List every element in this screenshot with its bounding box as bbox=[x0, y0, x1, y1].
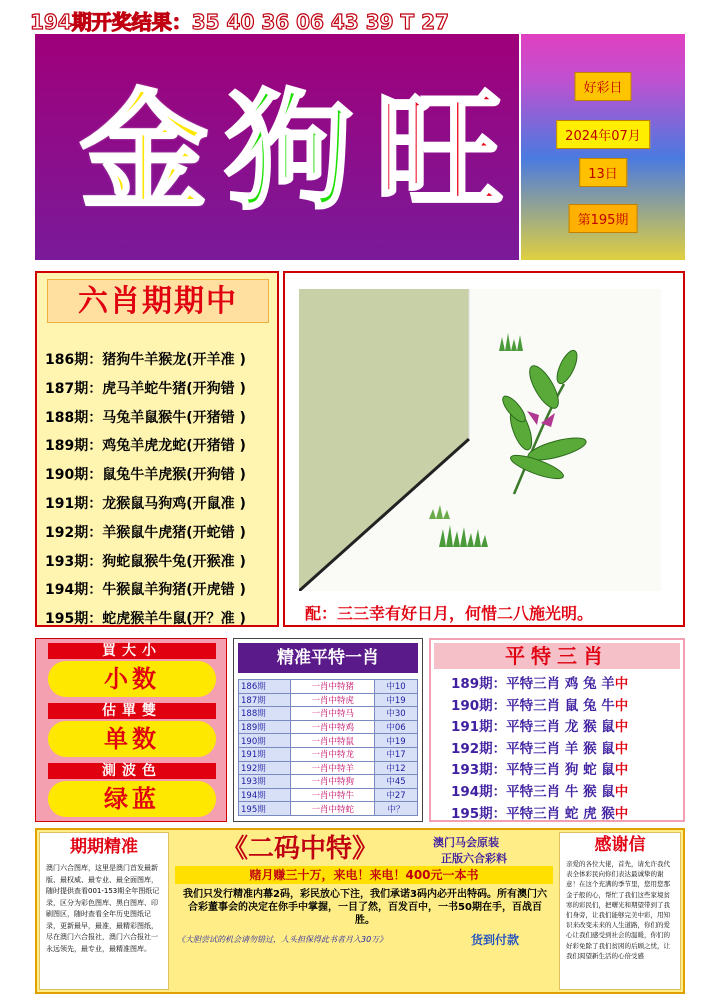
size-label: 買大小 bbox=[48, 643, 216, 659]
cell-result: 中？ bbox=[375, 802, 418, 816]
cell-issue: 194期 bbox=[239, 788, 291, 802]
cell-result: 中27 bbox=[375, 788, 418, 802]
table-row bbox=[239, 788, 418, 802]
cell-pick: 一肖中特蛇 bbox=[291, 802, 375, 816]
original-source-label: 澳门马会原装 bbox=[433, 836, 499, 849]
title-char-prosper: 旺 bbox=[375, 77, 504, 227]
hit-mark: 中 bbox=[614, 676, 629, 692]
date-box bbox=[521, 34, 685, 260]
cell-pick: 一肖中特龙 bbox=[291, 747, 375, 761]
thank-you-title: 感谢信 bbox=[594, 835, 646, 855]
row-text: 192期：平特三肖 羊 猴 鼠 bbox=[451, 740, 615, 757]
cell-pick: 一肖中特马 bbox=[291, 707, 375, 721]
cell-pick: 一肖中特羊 bbox=[291, 761, 375, 775]
date-month: 2024年07月 bbox=[556, 120, 650, 149]
cash-on-delivery-label: 货到付款 bbox=[471, 933, 520, 947]
table-row bbox=[239, 680, 418, 694]
row-text: 194期：平特三肖 牛 猴 鼠 bbox=[451, 783, 615, 800]
bottom-ad-section bbox=[35, 828, 685, 994]
lucky-day-label: 好彩日 bbox=[574, 72, 631, 101]
wave-color-label: 測波色 bbox=[48, 763, 216, 779]
list-item: 187期：虎马羊蛇牛猪(开狗错 ) bbox=[45, 380, 246, 397]
ad-footnote: 《大胆尝试的机会请勿错过，人头担保得此书者月入30万》 bbox=[177, 935, 388, 944]
accuracy-box bbox=[39, 832, 169, 990]
cell-result: 中19 bbox=[375, 693, 418, 707]
special-one-zodiac-title: 精准平特一肖 bbox=[238, 643, 418, 673]
six-zodiac-panel bbox=[35, 271, 279, 627]
cell-issue: 187期 bbox=[239, 693, 291, 707]
list-item bbox=[451, 694, 628, 716]
cell-result: 中06 bbox=[375, 720, 418, 734]
cell-issue: 186期 bbox=[239, 680, 291, 694]
six-zodiac-list bbox=[45, 349, 275, 637]
table-row bbox=[239, 747, 418, 761]
picture-panel bbox=[283, 271, 685, 627]
list-item bbox=[451, 715, 628, 737]
three-zodiac-card bbox=[429, 638, 685, 822]
list-item bbox=[451, 672, 628, 694]
hit-mark: 中 bbox=[614, 740, 629, 757]
cell-issue: 195期 bbox=[239, 802, 291, 816]
list-item bbox=[451, 802, 628, 824]
hit-mark: 中 bbox=[614, 762, 629, 779]
thank-you-text: 亲爱的各位大佬，首先，请允许我代表全体彩民向你们表达最诚挚的谢意！在这个充满的季节里，您用您那金子般的心，帮忙了我们这些家境贫寒的彩民们，把曙光和期望带到了我们身旁，让我们能够完美中彩，用知识来改变未来的人生道路，你们的爱心让我们感受到社会的温暖，你们的好彩免除了我们贫困的后顾之忧，让我们渴望新生活的心倍受感 bbox=[566, 860, 670, 960]
cell-pick: 一肖中特鼠 bbox=[291, 734, 375, 748]
table-row bbox=[239, 693, 418, 707]
parity-value: 单数 bbox=[48, 721, 216, 757]
table-row bbox=[239, 734, 418, 748]
ad-body-text: 我们只发行精准内幕2码，彩民放心下注，我们承诺3码内必开出特码。所有澳门六合彩董事会的决定在你手中掌握，一目了然，百发百中，一书50期在手，百战百胜。 bbox=[183, 889, 547, 926]
accuracy-text: 澳门六合图库，这里是澳门首发最新版、最权威、最专业、最全面图库，随时提供查看001-153期全年图纸记录，区分为彩色图库、黑白图库、印刷图区，随时查看全年历史图纸记录，更新最早，最准，最精彩图纸，尽在澳门六合报社，澳门六合报社一永远领先，最专业，最精准图库。 bbox=[46, 864, 160, 953]
accuracy-title: 期期精准 bbox=[70, 837, 138, 857]
cell-pick: 一肖中特鸡 bbox=[291, 720, 375, 734]
cell-result: 中19 bbox=[375, 734, 418, 748]
special-one-zodiac-table bbox=[238, 679, 418, 816]
list-item: 192期：羊猴鼠牛虎猪(开蛇错 ) bbox=[45, 524, 246, 541]
cell-issue: 189期 bbox=[239, 720, 291, 734]
two-code-headline: 《二码中特》 bbox=[221, 834, 378, 864]
cell-result: 中45 bbox=[375, 775, 418, 789]
cell-pick: 一肖中特狗 bbox=[291, 775, 375, 789]
size-value: 小数 bbox=[48, 661, 216, 697]
special-one-zodiac-card bbox=[233, 638, 423, 822]
list-item: 193期：狗蛇鼠猴牛兔(开猴准 ) bbox=[45, 553, 246, 570]
title-char-dog: 狗 bbox=[225, 77, 354, 227]
row-text: 189期：平特三肖 鸡 兔 羊 bbox=[451, 676, 615, 692]
list-item bbox=[451, 737, 628, 759]
list-item: 188期：马兔羊鼠猴牛(开猪错 ) bbox=[45, 409, 246, 426]
list-item: 194期：牛猴鼠羊狗猪(开虎错 ) bbox=[45, 582, 246, 599]
price-strip: 赌月赚三十万，来电！来电！400元一本书 bbox=[175, 866, 553, 884]
three-zodiac-list bbox=[451, 672, 628, 823]
cell-issue: 190期 bbox=[239, 734, 291, 748]
cell-pick: 一肖中特牛 bbox=[291, 788, 375, 802]
list-item bbox=[451, 780, 628, 802]
row-text: 195期：平特三肖 蛇 虎 猴 bbox=[451, 805, 615, 822]
size-parity-color-card bbox=[35, 638, 227, 822]
row-text: 191期：平特三肖 龙 猴 鼠 bbox=[451, 719, 615, 736]
riddle-picture bbox=[299, 289, 661, 591]
row-text: 190期：平特三肖 鼠 兔 牛 bbox=[451, 697, 615, 714]
title-banner bbox=[35, 34, 519, 260]
table-row bbox=[239, 761, 418, 775]
title-char-gold: 金 bbox=[80, 77, 209, 227]
cell-result: 中30 bbox=[375, 707, 418, 721]
list-item: 190期：鼠兔牛羊虎猴(开狗错 ) bbox=[45, 467, 246, 484]
cell-issue: 191期 bbox=[239, 747, 291, 761]
three-zodiac-title: 平特三肖 bbox=[434, 643, 680, 669]
table-row bbox=[239, 802, 418, 816]
table-row bbox=[239, 775, 418, 789]
thank-you-letter bbox=[559, 832, 681, 990]
cell-result: 中12 bbox=[375, 761, 418, 775]
two-code-ad bbox=[171, 832, 557, 990]
draw-result-headline: 194期开奖结果：35 40 36 06 43 39 T 27 bbox=[30, 10, 449, 34]
cell-issue: 188期 bbox=[239, 707, 291, 721]
cell-pick: 一肖中特虎 bbox=[291, 693, 375, 707]
cell-pick: 一肖中特猪 bbox=[291, 680, 375, 694]
cell-issue: 192期 bbox=[239, 761, 291, 775]
hit-mark: 中 bbox=[614, 697, 629, 714]
date-day: 13日 bbox=[579, 158, 627, 187]
genuine-material-label: 正版六合彩料 bbox=[441, 852, 507, 865]
cell-result: 中10 bbox=[375, 680, 418, 694]
cell-result: 中17 bbox=[375, 747, 418, 761]
six-zodiac-title: 六肖期期中 bbox=[47, 279, 269, 323]
table-row bbox=[239, 720, 418, 734]
parity-label: 估單雙 bbox=[48, 703, 216, 719]
wave-color-value: 绿蓝 bbox=[48, 781, 216, 817]
list-item: 191期：龙猴鼠马狗鸡(开鼠准 ) bbox=[45, 495, 246, 512]
hit-mark: 中 bbox=[614, 719, 629, 736]
cell-issue: 193期 bbox=[239, 775, 291, 789]
hit-mark: 中 bbox=[614, 805, 629, 822]
list-item: 195期：蛇虎猴羊牛鼠(开？准 ) bbox=[45, 611, 246, 628]
picture-caption: 配：三三幸有好日月，何惜二八施光明。 bbox=[305, 604, 594, 623]
row-text: 193期：平特三肖 狗 蛇 鼠 bbox=[451, 762, 615, 779]
list-item bbox=[451, 758, 628, 780]
list-item: 186期：猪狗牛羊猴龙(开羊准 ) bbox=[45, 352, 246, 368]
table-row bbox=[239, 707, 418, 721]
list-item: 189期：鸡兔羊虎龙蛇(开猪错 ) bbox=[45, 438, 246, 455]
issue-number: 第195期 bbox=[569, 204, 638, 233]
hit-mark: 中 bbox=[614, 783, 629, 800]
